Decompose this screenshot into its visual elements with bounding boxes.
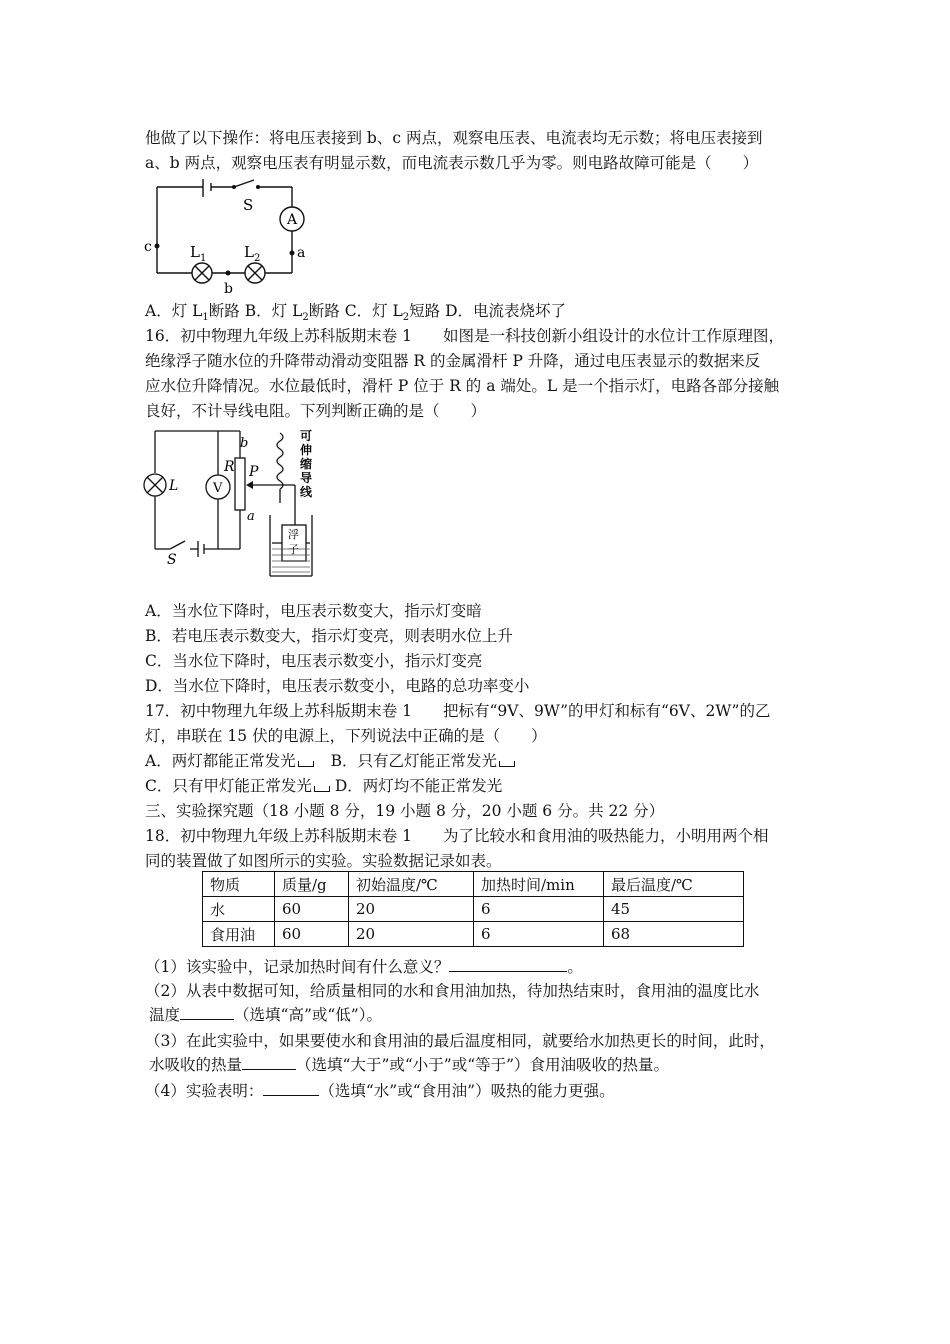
answer-blank[interactable] (263, 1080, 319, 1096)
q16-water-level-figure (140, 423, 325, 580)
q15-circuit-figure (140, 175, 315, 297)
lamp1-label: $L_1$ (190, 243, 207, 264)
q16-text-line-3: 应水位升降情况。水位最低时，滑杆 P 位于 R 的 a 端处。L 是一个指示灯，电路各部分接触 (145, 377, 780, 395)
point-c-label: c (144, 239, 152, 255)
q18-sub-1: （1）该实验中，记录加热时间有什么意义？ 。 (145, 958, 583, 976)
q15-option-a: A．灯 $L_1$断路 (145, 302, 240, 324)
voltmeter-label: V (213, 481, 223, 496)
blank-marker (499, 761, 515, 767)
q17-options-row-2 (145, 775, 502, 797)
switch-S-label: S (167, 552, 177, 568)
table-cell: 60 (275, 922, 349, 947)
q16-text-line-2: 绝缘浮子随水位的升降带动滑动变阻器 R 的金属滑杆 P 升降，通过电压表显示的数据来反 (145, 352, 761, 370)
table-cell: 68 (604, 922, 744, 947)
q15-text-line-2: a、b 两点，观察电压表有明显示数，而电流表示数几乎为零。则电路故障可能是（ ） (145, 154, 759, 172)
q16-option-a: A．当水位下降时，电压表示数变大，指示灯变暗 (145, 602, 482, 620)
q16-option-c: C．当水位下降时，电压表示数变小，指示灯变亮 (145, 652, 483, 670)
table-cell: 食用油 (203, 922, 275, 947)
q18-text-line-1: 18．初中物理九年级上苏科版期末卷 1 为了比较水和食用油的吸热能力，小明用两个相 (145, 827, 769, 845)
q15-option-c: C．灯 $L_2$短路 (344, 302, 441, 324)
table-cell: 6 (474, 897, 604, 922)
q17-option-d: D．两灯均不能正常发光 (334, 777, 503, 795)
q18-data-table (202, 871, 744, 947)
table-header-cell: 最后温度/℃ (604, 872, 744, 897)
resistor-R-label: R (224, 459, 235, 475)
float-label-char-1: 浮 (288, 528, 299, 541)
wire-label-char-1: 可 (300, 429, 313, 443)
table-row (203, 897, 744, 922)
q15-text-line-1: 他做了以下操作：将电压表接到 b、c 两点，观察电压表、电流表均无示数；将电压表接到 (145, 129, 763, 147)
table-header-cell: 初始温度/℃ (349, 872, 474, 897)
float-label-char-2: 子 (288, 543, 299, 556)
q18-sub-3-line-1: （3）在此实验中，如果要使水和食用油的最后温度相同，就要给水加热更长的时间，此时， (145, 1032, 775, 1050)
q17-text-line-1: 17．初中物理九年级上苏科版期末卷 1 把标有“9V、9W”的甲灯和标有“6V、2W”的乙 (145, 702, 771, 720)
q16-option-d: D．当水位下降时，电压表示数变小，电路的总功率变小 (145, 677, 530, 695)
end-b-label: b (240, 436, 249, 451)
table-header-cell: 物质 (203, 872, 275, 897)
table-cell: 20 (349, 897, 474, 922)
blank-marker (314, 786, 330, 792)
wire-label-char-2: 伸 (300, 443, 313, 457)
end-a-label: a (247, 509, 255, 524)
switch-label: S (243, 196, 254, 214)
q16-text-line-4: 良好，不计导线电阻。下列判断正确的是（ ） (145, 402, 487, 420)
q18-sub-2-line-2: 温度 （选填“高”或“低”）。 (149, 1006, 382, 1024)
table-header-row (203, 872, 744, 897)
q17-options-row-1 (145, 750, 515, 772)
ammeter-label: A (287, 212, 298, 228)
table-cell: 水 (203, 897, 275, 922)
q15-option-d: D．电流表烧坏了 (445, 302, 567, 320)
table-row (203, 922, 744, 947)
table-cell: 45 (604, 897, 744, 922)
answer-blank[interactable] (449, 956, 567, 972)
q15-option-b: B．灯 $L_2$断路 (244, 302, 340, 324)
q17-option-a: A．两灯都能正常发光 (145, 752, 296, 770)
table-header-cell: 质量/g (275, 872, 349, 897)
wire-label-char-3: 缩 (300, 457, 313, 471)
table-cell: 6 (474, 922, 604, 947)
answer-blank[interactable] (242, 1054, 296, 1070)
q16-option-b: B．若电压表示数变大，指示灯变亮，则表明水位上升 (145, 627, 513, 645)
wire-label-char-4: 导 (300, 471, 313, 485)
q17-text-line-2: 灯，串联在 15 伏的电源上，下列说法中正确的是（ ） (145, 727, 547, 745)
table-cell: 20 (349, 922, 474, 947)
point-a-label: a (297, 245, 306, 261)
q18-sub-4: （4）实验表明： （选填“水”或“食用油”）吸热的能力更强。 (145, 1082, 615, 1100)
lamp-L-label: L (169, 478, 179, 494)
q16-text-line-1: 16．初中物理九年级上苏科版期末卷 1 如图是一科技创新小组设计的水位计工作原理图， (145, 327, 785, 345)
section-3-heading: 三、实验探究题（18 小题 8 分，19 小题 8 分，20 小题 6 分。共 22 分） (145, 802, 665, 820)
answer-blank[interactable] (180, 1004, 234, 1020)
q17-option-c: C．只有甲灯能正常发光 (145, 777, 312, 795)
blank-marker (298, 761, 314, 767)
table-header-cell: 加热时间/min (474, 872, 604, 897)
point-b-label: b (224, 281, 233, 297)
lamp2-label: $L_2$ (244, 243, 261, 264)
q18-sub-2-line-1: （2）从表中数据可知，给质量相同的水和食用油加热，待加热结束时，食用油的温度比水 (145, 982, 760, 1000)
q18-sub-3-line-2: 水吸收的热量 （选填“大于”或“小于”或“等于”）食用油吸收的热量。 (149, 1056, 670, 1074)
q18-text-line-2: 同的装置做了如图所示的实验。实验数据记录如表。 (145, 852, 502, 870)
slider-P-label: P (249, 464, 259, 480)
wire-label-char-5: 线 (300, 485, 313, 499)
table-cell: 60 (275, 897, 349, 922)
q17-option-b: B．只有乙灯能正常发光 (330, 752, 498, 770)
